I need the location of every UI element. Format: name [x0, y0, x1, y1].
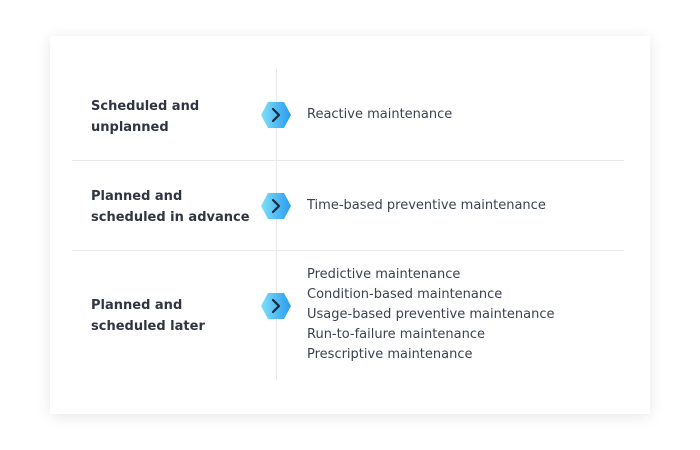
list-item: Prescriptive maintenance	[307, 347, 473, 362]
row-1-label: Scheduled and unplanned	[91, 99, 200, 135]
row-1-items	[307, 105, 452, 125]
row-3-items	[307, 265, 555, 365]
list-item: Reactive maintenance	[307, 107, 453, 122]
chevron-right-icon	[261, 193, 291, 219]
list-item: Predictive maintenance	[307, 267, 461, 282]
row-divider-2	[72, 250, 624, 251]
list-item: Time-based preventive maintenance	[307, 198, 546, 213]
row-divider-1	[72, 160, 624, 161]
maintenance-types-card	[50, 36, 650, 414]
row-2-label: Planned and scheduled in advance	[91, 189, 250, 225]
list-item: Run-to-failure maintenance	[307, 327, 485, 342]
list-item: Usage-based preventive maintenance	[307, 307, 555, 322]
chevron-right-icon	[261, 102, 291, 128]
row-3-label: Planned and scheduled later	[91, 298, 205, 334]
row-2-items	[307, 196, 546, 216]
chevron-right-icon	[261, 293, 291, 319]
list-item: Condition-based maintenance	[307, 287, 503, 302]
